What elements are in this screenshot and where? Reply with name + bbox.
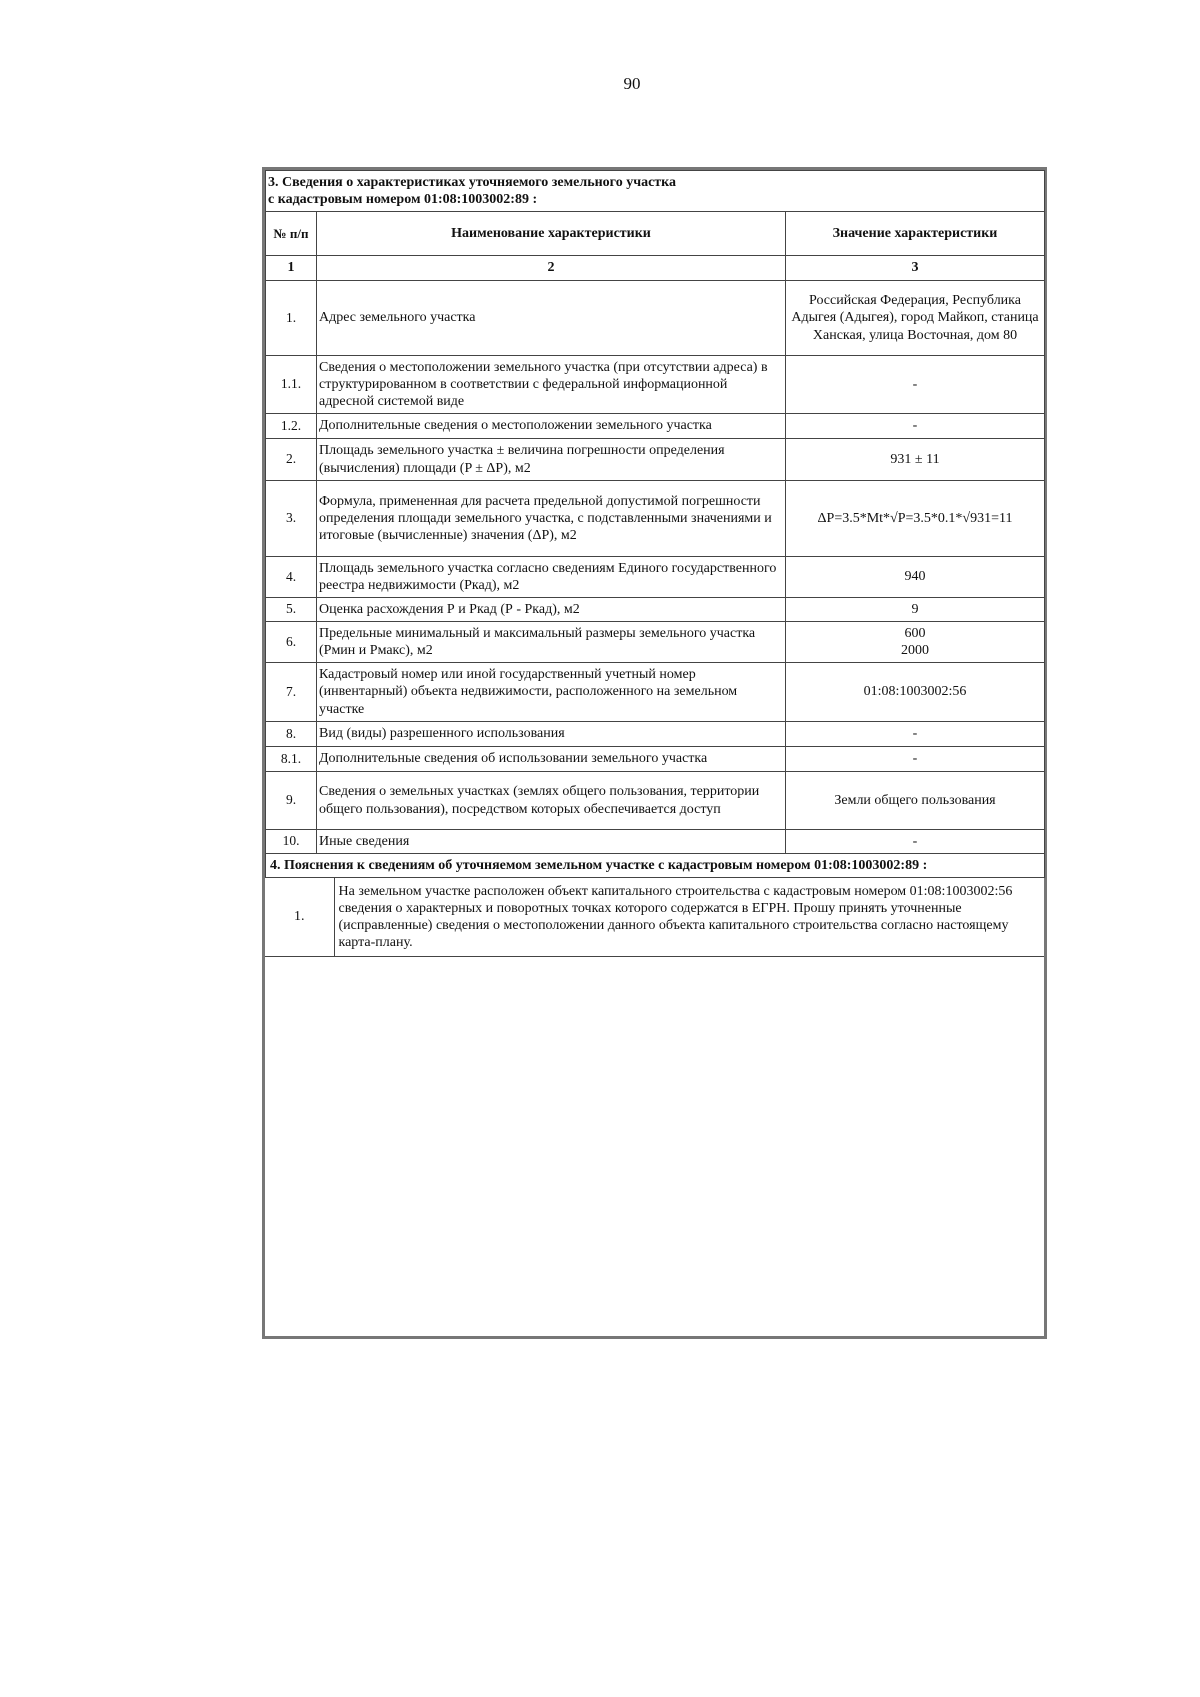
row-name: Дополнительные сведения об использовании земельного участка — [317, 747, 786, 772]
row-value: 01:08:1003002:56 — [786, 663, 1045, 722]
row-name: Площадь земельного участка ± величина погрешности определения (вычисления) площади (P ± ΔP), м2 — [317, 439, 786, 481]
row-value: - — [786, 356, 1045, 414]
note-row — [265, 878, 1044, 956]
row-value: - — [786, 830, 1045, 854]
header-number-1: 1 — [266, 256, 317, 281]
row-value: - — [786, 414, 1045, 439]
row-value: 940 — [786, 557, 1045, 598]
table-row — [266, 281, 1045, 356]
row-number: 6. — [266, 622, 317, 663]
section4-title-row — [266, 854, 1045, 878]
section4-title: 4. Пояснения к сведениям об уточняемом земельном участке с кадастровым номером 01:08:1003002:89 : — [266, 854, 1045, 878]
header-value: Значение характеристики — [786, 212, 1045, 256]
table-row — [266, 356, 1045, 414]
table-row — [266, 830, 1045, 854]
row-number: 3. — [266, 481, 317, 557]
section3-title-row — [266, 171, 1045, 212]
row-name: Вид (виды) разрешенного использования — [317, 722, 786, 747]
row-name: Формула, примененная для расчета предельной допустимой погрешности определения площади земельного участка, с подставленными значениями и итоговые (вычисленные) значения (ΔP), м2 — [317, 481, 786, 557]
row-name: Адрес земельного участка — [317, 281, 786, 356]
row-value-min: 600 — [904, 625, 926, 641]
header-name: Наименование характеристики — [317, 212, 786, 256]
row-number: 7. — [266, 663, 317, 722]
row-number: 1.1. — [266, 356, 317, 414]
table-row — [266, 722, 1045, 747]
table-row — [266, 747, 1045, 772]
row-name: Оценка расхождения Р и Ркад (Р - Ркад), м2 — [317, 598, 786, 622]
row-value: Российская Федерация, Республика Адыгея (Адыгея), город Майкоп, станица Ханская, улица Восточная, дом 80 — [786, 281, 1045, 356]
row-number: 8. — [266, 722, 317, 747]
row-number: 1. — [266, 281, 317, 356]
header-number-2: 2 — [317, 256, 786, 281]
row-number: 1.2. — [266, 414, 317, 439]
table-row — [266, 481, 1045, 557]
row-name: Иные сведения — [317, 830, 786, 854]
row-value: - — [786, 722, 1045, 747]
section3-title-line1: 3. Сведения о характеристиках уточняемого земельного участка — [268, 174, 677, 190]
page-number: 90 — [623, 74, 641, 93]
section3-title-line2: с кадастровым номером 01:08:1003002:89 : — [268, 192, 538, 207]
section3-title — [266, 171, 1045, 212]
row-value: ΔP=3.5*Mt*√P=3.5*0.1*√931=11 — [786, 481, 1045, 557]
header-row — [266, 212, 1045, 256]
document-frame — [262, 167, 1047, 1339]
table-row — [266, 557, 1045, 598]
row-value: - — [786, 747, 1045, 772]
table-row — [266, 622, 1045, 663]
row-number: 8.1. — [266, 747, 317, 772]
row-value: 9 — [786, 598, 1045, 622]
notes-table — [265, 878, 1044, 957]
row-name: Кадастровый номер или иной государственный учетный номер (инвентарный) объекта недвижимости, расположенного на земельном участке — [317, 663, 786, 722]
row-number: 2. — [266, 439, 317, 481]
row-value: 931 ± 11 — [786, 439, 1045, 481]
row-name: Дополнительные сведения о местоположении земельного участка — [317, 414, 786, 439]
table-row — [266, 598, 1045, 622]
row-number: 4. — [266, 557, 317, 598]
table-row — [266, 772, 1045, 830]
header-numbers-row — [266, 256, 1045, 281]
row-value: Земли общего пользования — [786, 772, 1045, 830]
row-name: Сведения о местоположении земельного участка (при отсутствии адреса) в структурированном в соответствии с федеральной информационной адресной системой виде — [317, 356, 786, 414]
header-number-3: 3 — [786, 256, 1045, 281]
row-name: Предельные минимальный и максимальный размеры земельного участка (Рмин и Рмакс), м2 — [317, 622, 786, 663]
row-value — [786, 622, 1045, 663]
row-name: Площадь земельного участка согласно сведениям Единого государственного реестра недвижимости (Ркад), м2 — [317, 557, 786, 598]
table-row — [266, 439, 1045, 481]
row-number: 5. — [266, 598, 317, 622]
row-name: Сведения о земельных участках (землях общего пользования, территории общего пользования), посредством которых обеспечивается доступ — [317, 772, 786, 830]
table-row — [266, 414, 1045, 439]
table-row — [266, 663, 1045, 722]
row-number: 9. — [266, 772, 317, 830]
note-number: 1. — [265, 878, 334, 956]
note-text: На земельном участке расположен объект капитального строительства с кадастровым номером 01:08:1003002:56 сведения о характерных и поворотных точках которого содержатся в ЕГРН. Прошу принять уточненные (исправленные) сведения о местоположении данного объекта капитального строительства согласно настоящему карта-плану. — [334, 878, 1044, 956]
header-number: № п/п — [266, 212, 317, 256]
row-number: 10. — [266, 830, 317, 854]
row-value-max: 2000 — [901, 643, 929, 658]
characteristics-table — [265, 170, 1045, 878]
